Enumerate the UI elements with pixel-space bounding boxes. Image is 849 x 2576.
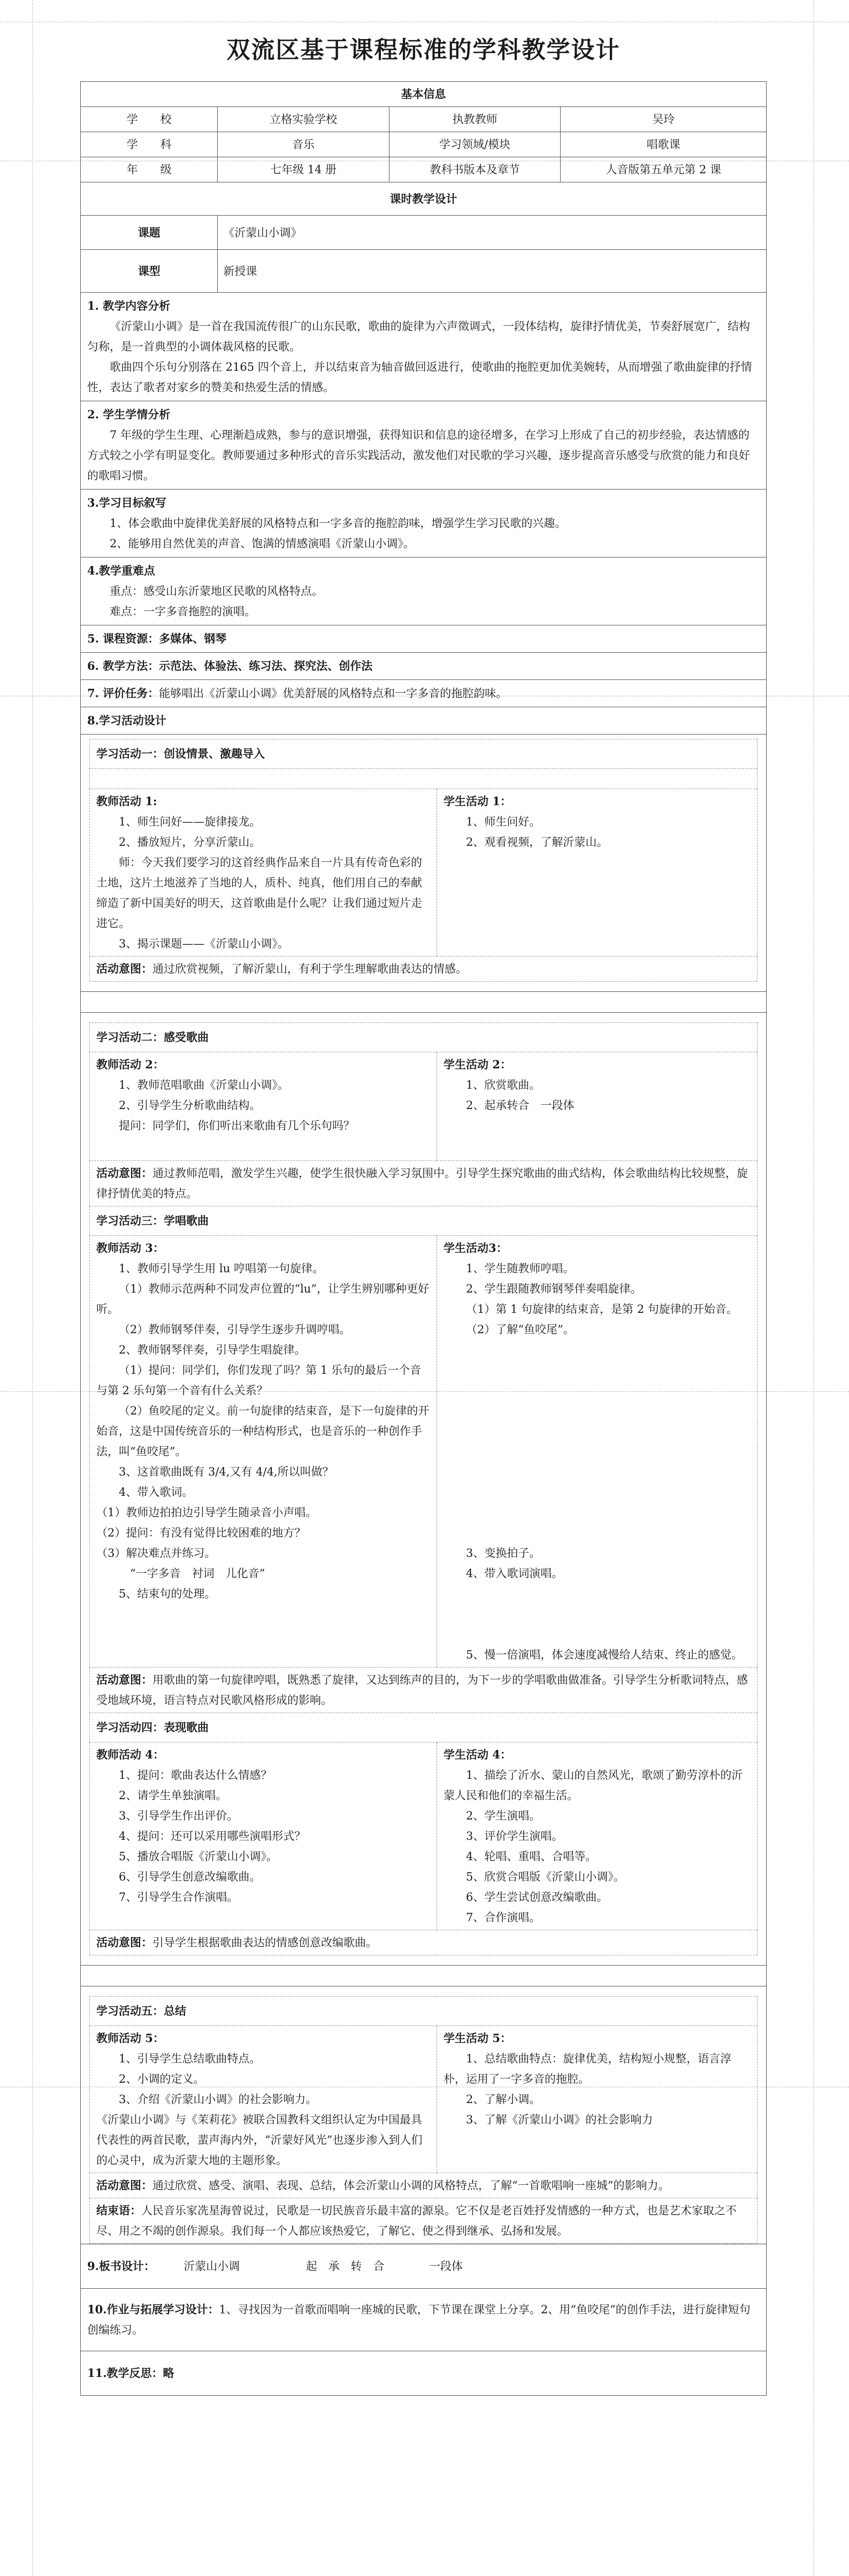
section-key-points — [80, 557, 767, 625]
student-step: 3、了解《沂蒙山小调》的社会影响力 — [465, 2113, 653, 2126]
teacher-step: 2、请学生单独演唱。 — [119, 1789, 227, 1802]
intent-text: 通过教师范唱，激发学生兴趣，使学生很快融入学习氛围中。引导学生探究歌曲的曲式结构，体会歌曲结构比较规整，旋律抒情优美的特点。 — [96, 1167, 748, 1200]
student-step: 2、学生演唱。 — [465, 1809, 541, 1822]
activity-5-block — [80, 1986, 767, 2244]
section-label: 7. 评价任务： — [87, 686, 159, 700]
teacher-step: （2）鱼咬尾的定义。前一句旋律的结束音，是下一句旋律的开始音，这是中国传统音乐的一种结构形式，也是音乐的一种创作手法，叫“鱼咬尾”。 — [96, 1404, 430, 1458]
label-textbook: 教科书版本及章节 — [389, 157, 561, 182]
board-form: 一段体 — [429, 2260, 463, 2273]
section-text: 示范法、体验法、练习法、探究法、创作法 — [159, 659, 373, 672]
section-title: 3.学习目标叙写 — [87, 496, 166, 509]
teacher-step: 3、引导学生作出评价。 — [119, 1809, 239, 1822]
section-text: 多媒体、钢琴 — [159, 632, 227, 645]
teacher-activity — [90, 1742, 437, 1930]
label-teacher: 执教教师 — [389, 107, 561, 132]
section-text: 略 — [163, 2366, 174, 2380]
activity-5-table — [89, 1996, 758, 2244]
teacher-step: 7、引导学生合作演唱。 — [119, 1891, 239, 1904]
activity-intent — [90, 957, 758, 982]
student-activity — [437, 1236, 757, 1668]
section-board-design — [80, 2244, 767, 2289]
section-title: 8.学习活动设计 — [87, 714, 166, 727]
teacher-step: 师：今天我们要学习的这首经典作品来自一片具有传奇色彩的土地，这片土地滋养了当地的人，质朴、纯真，他们用自己的奉献缔造了新中国美好的明天，这首歌曲是什么呢？让我们通过短片走进它。 — [96, 856, 422, 930]
teacher-step: 2、小调的定义。 — [119, 2073, 205, 2085]
activity-4-table — [89, 1713, 758, 1955]
teacher-step: 3、揭示课题——《沂蒙山小调》。 — [119, 937, 289, 950]
teacher-step: 5、播放合唱版《沂蒙山小调》。 — [119, 1850, 278, 1863]
activity-title: 学习活动三：学唱歌曲 — [90, 1206, 758, 1236]
intent-label: 活动意图： — [96, 1673, 152, 1686]
section-label: 6. 教学方法： — [87, 659, 159, 672]
student-step: 5、欣赏合唱版《沂蒙山小调》。 — [465, 1870, 625, 1883]
student-step: 4、轮唱、重唱、合唱等。 — [465, 1850, 597, 1863]
list-item: 难点：一字多音拖腔的演唱。 — [110, 605, 256, 618]
activity-title: 学习活动二：感受歌曲 — [90, 1023, 758, 1052]
teacher-step: 《沂蒙山小调》与《茉莉花》被联合国教科文组织认定为中国最具代表性的两首民歌，蜚声海内外，“沂蒙好风光”也逐步渗入到人们的心灵中，成为沂蒙大地的主题形象。 — [96, 2113, 423, 2167]
label-school: 学 校 — [81, 107, 218, 132]
student-step: 2、起承转合 一段体 — [465, 1099, 575, 1112]
activity-1-block — [80, 735, 767, 992]
teacher-step: （1）教师边拍拍边引导学生随录音小声唱。 — [96, 1506, 317, 1519]
basic-info-table — [80, 81, 767, 293]
teacher-activity — [90, 2026, 437, 2173]
student-step: 3、评价学生演唱。 — [465, 1830, 563, 1843]
teacher-step: “一字多音 衬词 儿化音” — [130, 1567, 265, 1580]
section-methods — [80, 653, 767, 680]
list-item: 1、体会歌曲中旋律优美舒展的风格特点和一字多音的拖腔韵味，增强学生学习民歌的兴趣。 — [110, 517, 567, 530]
activity-title: 学习活动四：表现歌曲 — [90, 1713, 758, 1742]
section-title: 4.教学重难点 — [87, 564, 155, 577]
value-grade: 七年级 14 册 — [218, 157, 389, 182]
teacher-step: 5、结束句的处理。 — [119, 1587, 216, 1600]
teacher-step: 2、教师钢琴伴奏，引导学生唱旋律。 — [119, 1343, 306, 1356]
teacher-step: 3、这首歌曲既有 3/4,又有 4/4,所以叫做？ — [119, 1465, 334, 1478]
paragraph: 7 年级的学生生理、心理渐趋成熟，参与的意识增强，获得知识和信息的途径增多，在学习上形成了自己的初步经验，表达情感的方式较之小学有明显变化。教师要通过多种形式的音乐实践活动，激发他们对民歌的学习兴趣，逐步提高音乐感受与欣赏的能力和良好的歌唱习惯。 — [87, 429, 750, 482]
closing-remarks — [90, 2198, 758, 2244]
student-step: 2、了解小调。 — [465, 2093, 541, 2106]
section-title: 1. 教学内容分析 — [87, 299, 171, 312]
teacher-activity-heading: 教师活动 3： — [96, 1241, 164, 1255]
label-grade: 年 级 — [81, 157, 218, 182]
spacer — [443, 1340, 751, 1543]
teacher-step: 4、带入歌词。 — [119, 1486, 194, 1499]
teacher-step: 提问：同学们，你们听出来歌曲有几个乐句吗？ — [119, 1119, 355, 1132]
student-activity-heading: 学生活动3： — [443, 1241, 508, 1255]
activity-1-table — [89, 739, 758, 982]
section-label: 9.板书设计： — [87, 2259, 155, 2273]
teacher-step: 3、介绍《沂蒙山小调》的社会影响力。 — [119, 2093, 317, 2106]
teacher-activity — [90, 1052, 437, 1161]
student-step: 7、合作演唱。 — [465, 1911, 541, 1924]
teacher-step: 4、提问：还可以采用哪些演唱形式？ — [119, 1830, 306, 1843]
lesson-plan-document — [80, 21, 767, 2396]
board-structure: 起 承 转 合 — [305, 2260, 385, 2273]
intent-label: 活动意图： — [96, 1936, 152, 1949]
teacher-step: 1、教师范唱歌曲《沂蒙山小调》。 — [119, 1079, 289, 1091]
section-gap — [80, 992, 767, 1012]
student-step: （1）第 1 句旋律的结束音，是第 2 句旋律的开始音。 — [465, 1303, 738, 1316]
teacher-step: （2）教师钢琴伴奏，引导学生逐步升调哼唱。 — [119, 1323, 351, 1336]
list-item: 2、能够用自然优美的声音、饱满的情感演唱《沂蒙山小调》。 — [110, 537, 415, 550]
value-subject: 音乐 — [218, 132, 389, 157]
teacher-step: （3）解决难点并练习。 — [96, 1547, 216, 1560]
value-teacher: 吴玲 — [561, 107, 767, 132]
teacher-step: 1、引导学生总结歌曲特点。 — [119, 2052, 261, 2065]
section-label: 11.教学反思： — [87, 2366, 163, 2380]
teacher-step: 1、教师引导学生用 lu 哼唱第一句旋律。 — [119, 1262, 324, 1275]
teacher-step: （1）教师示范两种不同发声位置的“lu”，让学生辨别哪种更好听。 — [96, 1282, 430, 1316]
student-step: 1、欣赏歌曲。 — [465, 1079, 541, 1091]
teacher-step: 2、引导学生分析歌曲结构。 — [119, 1099, 261, 1112]
value-topic: 《沂蒙山小调》 — [218, 216, 767, 250]
label-subject: 学 科 — [81, 132, 218, 157]
teacher-step: 1、师生问好——旋律接龙。 — [119, 815, 261, 828]
section-gap — [80, 1966, 767, 1986]
student-activity-heading: 学生活动 1： — [443, 794, 511, 808]
teacher-step: （1）提问：同学们，你们发现了吗？第 1 乐句的最后一个音与第 2 乐句第一个音有什么关系？ — [96, 1364, 422, 1397]
activity-intent — [90, 1930, 758, 1955]
teacher-activity — [90, 1236, 437, 1668]
intent-text: 用歌曲的第一句旋律哼唱，既熟悉了旋律，又达到练声的目的，为下一步的学唱歌曲做准备。引导学生分析歌词特点，感受地域环境，语言特点对民歌风格形成的影响。 — [96, 1673, 748, 1707]
list-item: 重点：感受山东沂蒙地区民歌的风格特点。 — [110, 585, 323, 598]
student-step: 4、带入歌词演唱。 — [465, 1567, 563, 1580]
section-label: 5. 课程资源： — [87, 632, 159, 645]
section-text: 1、寻找因为一首歌而唱响一座城的民歌，下节课在课堂上分享。2、用“鱼咬尾”的创作手法，进行旋律短句创编练习。 — [87, 2303, 751, 2336]
student-step: 6、学生尝试创意改编歌曲。 — [465, 1891, 608, 1904]
section-objectives — [80, 490, 767, 557]
section-homework — [80, 2289, 767, 2351]
teacher-step: 6、引导学生创意改编歌曲。 — [119, 1870, 261, 1883]
student-activity-heading: 学生活动 5： — [443, 2031, 511, 2045]
student-activity — [437, 2026, 757, 2173]
student-activity-heading: 学生活动 4： — [443, 1748, 511, 1761]
student-step: （2）了解“鱼咬尾”。 — [465, 1323, 575, 1336]
activity-2-table — [89, 1022, 758, 1206]
student-step: 1、师生问好。 — [465, 815, 541, 828]
intent-label: 活动意图： — [96, 2178, 152, 2192]
intent-text: 通过欣赏视频，了解沂蒙山，有利于学生理解歌曲表达的情感。 — [152, 962, 467, 975]
value-textbook: 人音版第五单元第 2 课 — [561, 157, 767, 182]
spacer — [90, 769, 758, 789]
background-dotted-line — [32, 0, 33, 2576]
student-activity — [437, 1052, 757, 1161]
activity-3-table — [89, 1206, 758, 1713]
activity-2-4-block — [80, 1012, 767, 1966]
document-title: 双流区基于课程标准的学科教学设计 — [226, 36, 621, 64]
section-title: 2. 学生学情分析 — [87, 408, 171, 421]
student-step: 1、描绘了沂水、蒙山的自然风光，歌颂了勤劳淳朴的沂蒙人民和他们的幸福生活。 — [443, 1769, 743, 1802]
paragraph: 歌曲四个乐句分别落在 2165 四个音上，并以结束音为轴音做回返进行，使歌曲的拖腔更加优美婉转，从而增强了歌曲旋律的抒情性，表达了歌者对家乡的赞美和热爱生活的情感。 — [87, 361, 752, 394]
section-resources — [80, 625, 767, 653]
intent-text: 通过欣赏、感受、演唱、表现、总结，体会沂蒙山小调的风格特点，了解“一首歌唱响一座城”的影响力。 — [152, 2179, 670, 2192]
teacher-step: 1、提问：歌曲表达什么情感？ — [119, 1769, 272, 1782]
section-text: 能够唱出《沂蒙山小调》优美舒展的风格特点和一字多音的拖腔韵味。 — [159, 687, 508, 700]
student-step: 2、观看视频，了解沂蒙山。 — [465, 836, 608, 849]
teacher-activity — [90, 789, 437, 957]
closing-label: 结束语： — [96, 2204, 141, 2217]
student-activity — [437, 1742, 757, 1930]
activity-title: 学习活动五：总结 — [90, 1997, 758, 2026]
section-label: 10.作业与拓展学习设计： — [87, 2303, 219, 2316]
student-step: 2、学生跟随教师钢琴伴奏唱旋律。 — [465, 1282, 642, 1295]
activity-title: 学习活动一：创设情景、激趣导入 — [90, 739, 758, 769]
intent-text: 引导学生根据歌曲表达的情感创意改编歌曲。 — [152, 1936, 377, 1949]
section-evaluation — [80, 680, 767, 707]
spacer — [443, 1584, 751, 1645]
value-type: 新授课 — [218, 250, 767, 293]
activity-intent — [90, 1161, 758, 1206]
value-domain: 唱歌课 — [561, 132, 767, 157]
closing-text: 人民音乐家冼星海曾说过，民歌是一切民族音乐最丰富的源泉。它不仅是老百姓抒发情感的一种方式，也是艺术家取之不尽、用之不竭的创作源泉。我们每一个人都应该热爱它，了解它、使之得到继承、弘扬和发展。 — [96, 2204, 737, 2237]
label-domain: 学习领域/模块 — [389, 132, 561, 157]
student-step: 1、学生随教师哼唱。 — [465, 1262, 575, 1275]
student-step: 1、总结歌曲特点：旋律优美，结构短小规整，语言淳朴，运用了一字多音的拖腔。 — [443, 2052, 732, 2085]
section-content-analysis — [80, 293, 767, 401]
activity-intent — [90, 2173, 758, 2198]
background-dotted-line — [813, 0, 814, 2576]
intent-label: 活动意图： — [96, 1166, 152, 1180]
section-student-analysis — [80, 401, 767, 490]
lesson-design-header: 课时教学设计 — [81, 182, 767, 216]
teacher-activity-heading: 教师活动 1: — [96, 794, 157, 808]
label-topic: 课题 — [81, 216, 218, 250]
value-school: 立格实验学校 — [218, 107, 389, 132]
basic-info-header: 基本信息 — [81, 82, 767, 107]
teacher-activity-heading: 教师活动 2： — [96, 1058, 164, 1071]
label-type: 课型 — [81, 250, 218, 293]
student-step: 5、慢一倍演唱，体会速度减慢给人结束、终止的感觉。 — [465, 1648, 743, 1661]
student-activity — [437, 789, 757, 957]
section-activity-design — [80, 707, 767, 735]
intent-label: 活动意图： — [96, 962, 152, 975]
teacher-step: 2、播放短片，分享沂蒙山。 — [119, 836, 261, 849]
student-activity-heading: 学生活动 2： — [443, 1058, 511, 1071]
board-song: 沂蒙山小调 — [183, 2260, 240, 2273]
section-reflection — [80, 2351, 767, 2396]
teacher-activity-heading: 教师活动 4： — [96, 1748, 164, 1761]
student-step: 3、变换拍子。 — [465, 1547, 541, 1560]
paragraph: 《沂蒙山小调》是一首在我国流传很广的山东民歌，歌曲的旋律为六声徵调式，一段体结构，旋律抒情优美，节奏舒展宽广，结构匀称，是一首典型的小调体裁风格的民歌。 — [87, 320, 750, 353]
teacher-step: （2）提问：有没有觉得比较困难的地方？ — [96, 1526, 306, 1539]
activity-intent — [90, 1668, 758, 1713]
teacher-activity-heading: 教师活动 5： — [96, 2031, 164, 2045]
